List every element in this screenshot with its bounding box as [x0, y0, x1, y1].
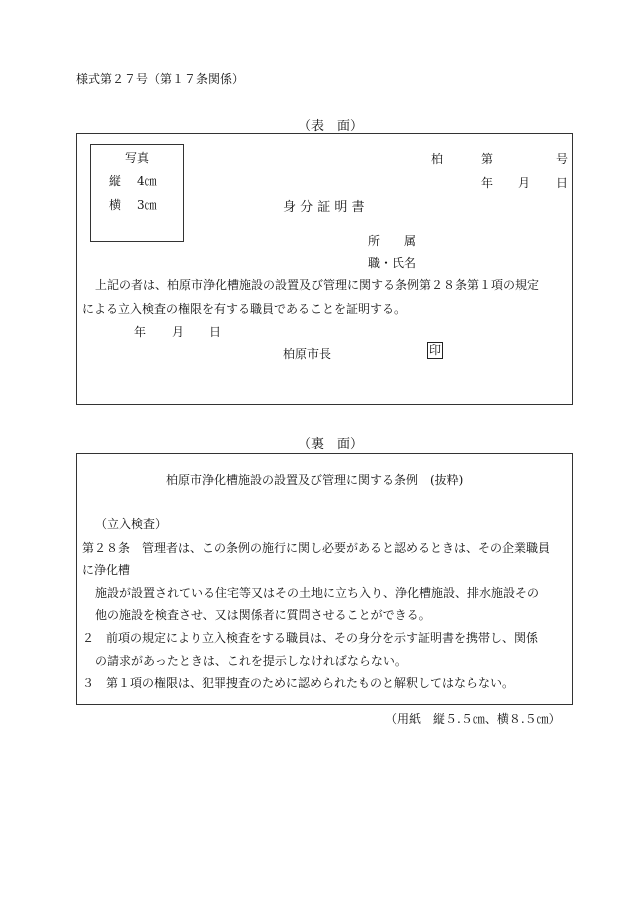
issuer: 柏原市長	[283, 347, 332, 361]
back-label: （裏 面）	[298, 437, 364, 452]
paper-size-note: （用紙 縦５.５㎝、横８.５㎝）	[385, 712, 561, 726]
photo-box	[90, 144, 184, 242]
paragraph-2-line-2: の請求があったときは、これを提示しなければならない。	[95, 654, 407, 668]
front-label: （表 面）	[298, 119, 364, 134]
name-label: 職・氏名	[368, 256, 417, 270]
number-prefix: 柏	[431, 152, 444, 166]
issue-day: 日	[209, 325, 222, 339]
photo-height-label: 縦	[109, 174, 122, 188]
number-dai: 第	[481, 152, 494, 166]
certificate-title: 身 分 証 明 書	[283, 200, 365, 215]
back-card	[76, 453, 573, 705]
number-go: 号	[556, 152, 569, 166]
affiliation-label: 所 属	[368, 234, 417, 248]
article-line-1: 第２８条 管理者は、この条例の施行に関し必要があると認めるときは、その企業職員	[82, 541, 551, 555]
seal-mark: 印	[429, 343, 442, 357]
statement-line-1: 上記の者は、柏原市浄化槽施設の設置及び管理に関する条例第２８条第１項の規定	[95, 278, 540, 292]
paragraph-2-line-1: ２ 前項の規定により立入検査をする職員は、その身分を示す証明書を携帯し、関係	[82, 631, 539, 645]
section-heading: （立入検査）	[95, 517, 168, 531]
statement-line-2: による立入検査の権限を有する職員であることを証明する。	[82, 302, 407, 316]
seal-wrapper	[427, 342, 443, 359]
form-number: 様式第２７号（第１７条関係）	[76, 72, 245, 86]
article-line-3: 施設が設置されている住宅等又はその土地に立ち入り、浄化槽施設、排水施設その	[95, 586, 540, 600]
photo-width-label: 横	[109, 198, 122, 212]
photo-title: 写真	[125, 151, 150, 165]
photo-width-value: 3㎝	[137, 198, 157, 212]
ordinance-title: 柏原市浄化槽施設の設置及び管理に関する条例 (抜粋)	[166, 473, 464, 487]
photo-height-value: 4㎝	[137, 174, 157, 188]
issue-month: 月	[172, 325, 185, 339]
issue-year: 年	[134, 325, 147, 339]
date-day: 日	[556, 176, 569, 190]
date-month: 月	[518, 176, 531, 190]
article-line-4: 他の施設を検査させ、又は関係者に質問させることができる。	[95, 608, 431, 622]
date-year: 年	[481, 176, 494, 190]
paragraph-3-line-1: ３ 第１項の権限は、犯罪捜査のために認められたものと解釈してはならない。	[82, 676, 515, 690]
article-line-2: に浄化槽	[82, 563, 131, 577]
front-card	[76, 133, 573, 405]
